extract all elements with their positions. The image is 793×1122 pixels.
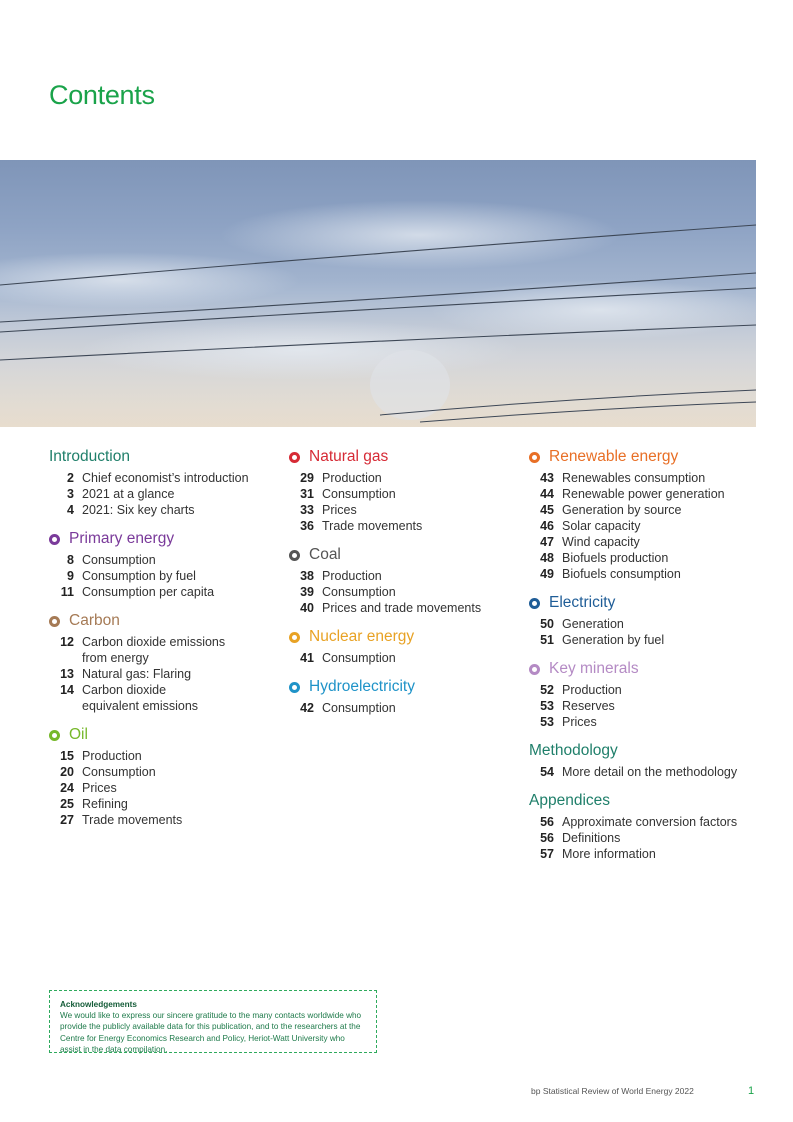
toc-item[interactable]: 8 Consumption	[67, 553, 156, 567]
nuclear-icon	[289, 632, 300, 643]
key-minerals-icon	[529, 664, 540, 675]
section-natural-gas	[289, 446, 514, 534]
toc-item[interactable]: 54 More detail on the methodology	[540, 765, 738, 779]
section-title-introduction[interactable]: Introduction	[49, 448, 130, 465]
section-appendices	[529, 790, 769, 862]
section-primary-energy	[49, 528, 274, 600]
coal-icon	[289, 550, 300, 561]
section-renewable	[529, 446, 769, 582]
toc-item[interactable]: 57 More information	[540, 847, 656, 861]
toc-item[interactable]: 48 Biofuels production	[540, 551, 669, 565]
section-coal	[289, 544, 514, 616]
section-electricity	[529, 592, 769, 648]
toc-item[interactable]: 31 Consumption	[300, 487, 396, 501]
section-title-renewable[interactable]: Renewable energy	[549, 448, 679, 465]
toc-item[interactable]: 15 Production	[60, 749, 142, 763]
toc-item[interactable]: 11 Consumption per capita	[60, 585, 215, 599]
toc-item[interactable]: 56 Definitions	[540, 831, 621, 845]
toc-item[interactable]: 56 Approximate conversion factors	[540, 815, 738, 829]
section-title-electricity[interactable]: Electricity	[549, 594, 616, 611]
section-title-coal[interactable]: Coal	[309, 546, 341, 563]
electricity-icon	[529, 598, 540, 609]
sky-power-lines-photo	[0, 160, 756, 427]
toc-item[interactable]: 41 Consumption	[300, 651, 396, 665]
toc-item[interactable]: 43 Renewables consumption	[540, 471, 706, 485]
section-title-carbon[interactable]: Carbon	[69, 612, 120, 629]
section-hydro	[289, 676, 514, 716]
natural-gas-icon	[289, 452, 300, 463]
acknowledgements-box	[49, 990, 377, 1053]
toc-item[interactable]: 47 Wind capacity	[540, 535, 640, 549]
toc-item[interactable]: 38 Production	[300, 569, 382, 583]
section-title-hydro[interactable]: Hydroelectricity	[309, 678, 415, 695]
contents-column-2	[289, 446, 514, 726]
toc-item[interactable]: 24 Prices	[60, 781, 117, 795]
toc-item[interactable]: 42 Consumption	[300, 701, 396, 715]
section-introduction	[49, 446, 274, 518]
section-title-nuclear[interactable]: Nuclear energy	[309, 628, 415, 645]
section-methodology	[529, 740, 769, 780]
page-title: Contents	[49, 80, 155, 110]
page-number: 1	[748, 1085, 755, 1097]
section-title-primary-energy[interactable]: Primary energy	[69, 530, 175, 547]
section-nuclear	[289, 626, 514, 666]
section-title-methodology[interactable]: Methodology	[529, 742, 618, 759]
section-title-natural-gas[interactable]: Natural gas	[309, 448, 389, 465]
toc-item[interactable]: 45 Generation by source	[540, 503, 682, 517]
primary-energy-icon	[49, 534, 60, 545]
contents-column-3	[529, 446, 769, 872]
toc-item[interactable]: 44 Renewable power generation	[540, 487, 725, 501]
section-title-oil[interactable]: Oil	[69, 726, 88, 743]
acknowledgements-title: Acknowledgements	[60, 1000, 137, 1009]
toc-item[interactable]: 12 Carbon dioxide emissions from energy	[60, 635, 226, 665]
toc-item[interactable]: 52 Production	[540, 683, 622, 697]
toc-item[interactable]: 2 Chief economist’s introduction	[67, 471, 249, 485]
toc-item[interactable]: 40 Prices and trade movements	[300, 601, 482, 615]
acknowledgements-text: We would like to express our sincere gratitude to the many contacts worldwide who provide the publicly available data for this publication, and to the researchers at the Centre for Energy Economics Research and Policy, Heriot-Watt University who assist in the data compilation.	[60, 1011, 362, 1054]
toc-item[interactable]: 9 Consumption by fuel	[67, 569, 196, 583]
footer-publication: bp Statistical Review of World Energy 2022	[531, 1086, 694, 1096]
toc-item[interactable]: 20 Consumption	[60, 765, 156, 779]
toc-item[interactable]: 13 Natural gas: Flaring	[60, 667, 192, 681]
toc-item[interactable]: 46 Solar capacity	[540, 519, 641, 533]
section-oil	[49, 724, 274, 828]
toc-item[interactable]: 53 Prices	[540, 715, 597, 729]
toc-item[interactable]: 39 Consumption	[300, 585, 396, 599]
contents-column-1	[49, 446, 274, 838]
carbon-icon	[49, 616, 60, 627]
toc-item[interactable]: 14 Carbon dioxide equivalent emissions	[60, 683, 199, 713]
section-title-appendices[interactable]: Appendices	[529, 792, 611, 809]
section-title-key-minerals[interactable]: Key minerals	[549, 660, 639, 677]
toc-item[interactable]: 25 Refining	[60, 797, 128, 811]
toc-item[interactable]: 53 Reserves	[540, 699, 615, 713]
toc-item[interactable]: 4 2021: Six key charts	[67, 503, 195, 517]
toc-item[interactable]: 36 Trade movements	[300, 519, 423, 533]
toc-item[interactable]: 49 Biofuels consumption	[540, 567, 681, 581]
toc-item[interactable]: 50 Generation	[540, 617, 624, 631]
toc-item[interactable]: 3 2021 at a glance	[67, 487, 175, 501]
oil-icon	[49, 730, 60, 741]
section-carbon	[49, 610, 274, 714]
toc-item[interactable]: 51 Generation by fuel	[540, 633, 665, 647]
toc-item[interactable]: 33 Prices	[300, 503, 357, 517]
toc-item[interactable]: 29 Production	[300, 471, 382, 485]
section-key-minerals	[529, 658, 769, 730]
toc-item[interactable]: 27 Trade movements	[60, 813, 183, 827]
renewable-icon	[529, 452, 540, 463]
hydro-icon	[289, 682, 300, 693]
